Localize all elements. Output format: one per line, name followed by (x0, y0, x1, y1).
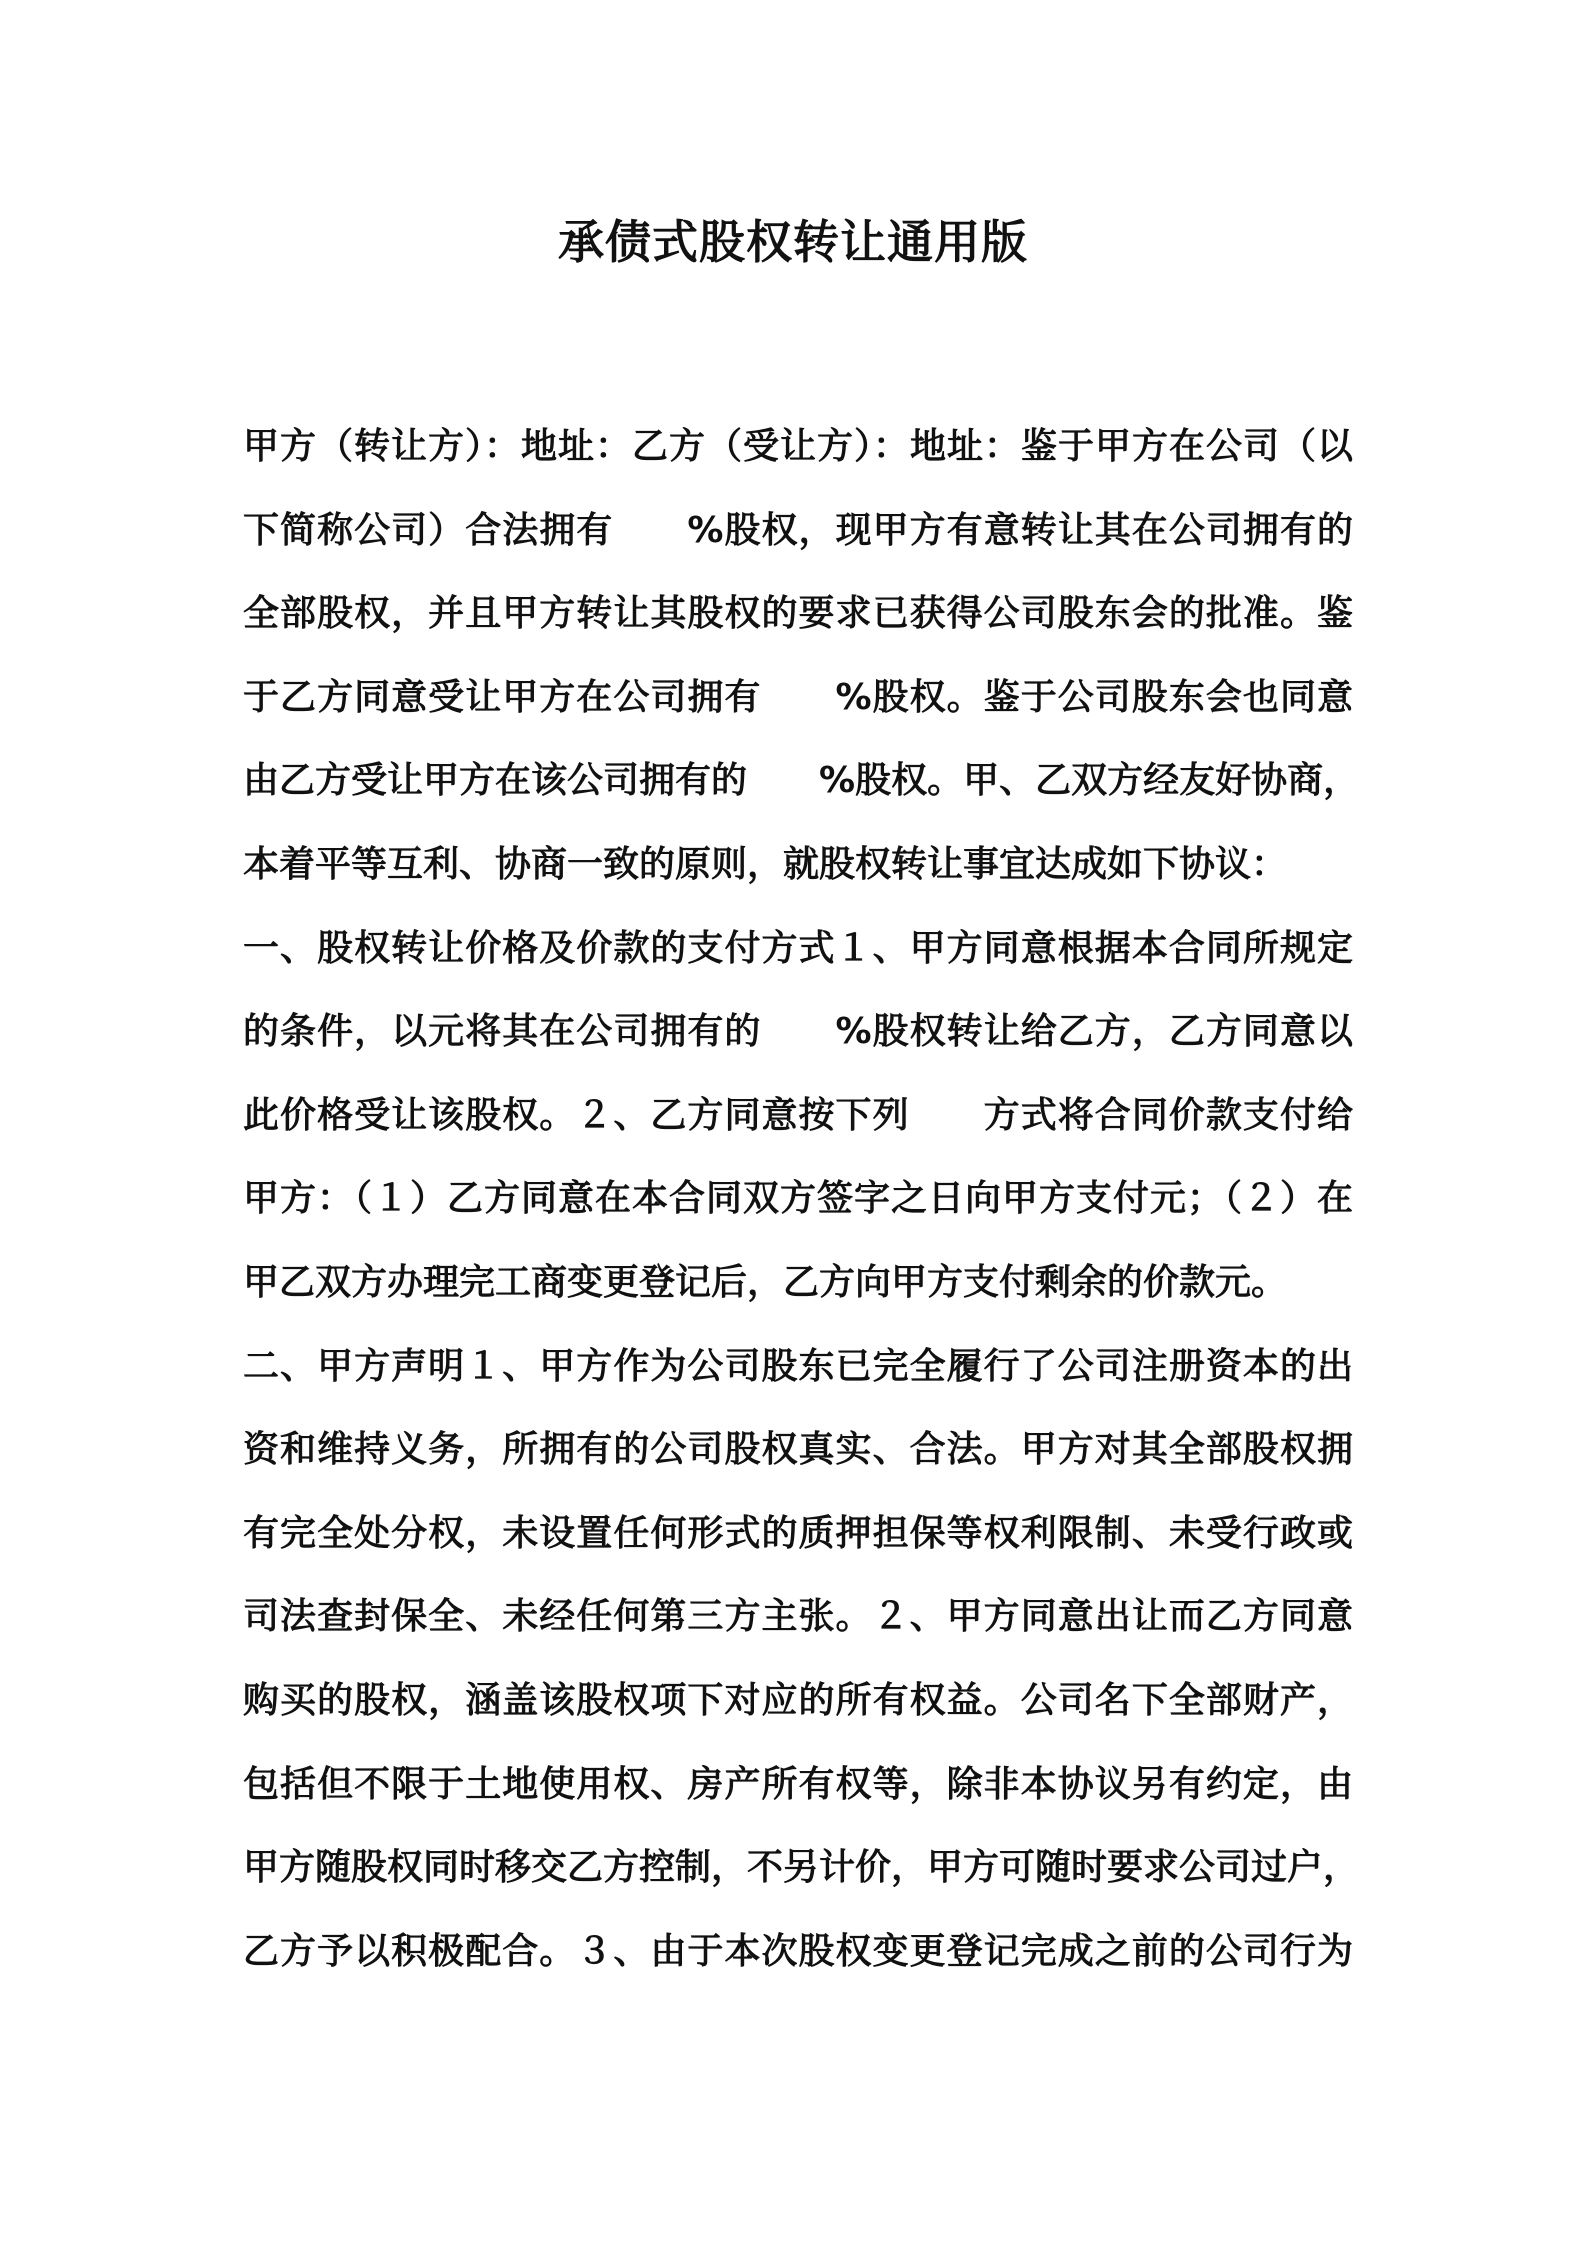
body-line: 有完全处分权，未设置任何形式的质押担保等权利限制、未受行政或 (243, 1512, 1353, 1554)
document-body (243, 405, 1360, 1993)
document-title: 承债式股权转让通用版 (558, 215, 1028, 269)
body-line: 甲乙双方办理完工商变更登记后，乙方向甲方支付剩余的价款元。 (243, 1261, 1288, 1303)
body-line: 本着平等互利、协商一致的原则，就股权转让事宜达成如下协议： (243, 843, 1288, 885)
body-line: 的条件，以元将其在公司拥有的 %股权转让给乙方，乙方同意以 (243, 1011, 1353, 1053)
body-line: 此价格受让该股权。２、乙方同意按下列 方式将合同价款支付给 (243, 1094, 1353, 1136)
body-line: 由乙方受让甲方在该公司拥有的 %股权。甲、乙双方经友好协商， (243, 760, 1360, 802)
body-line: 甲方（转让方）：地址：乙方（受让方）：地址：鉴于甲方在公司（以 (243, 426, 1353, 467)
body-line: 甲方：（１）乙方同意在本合同双方签字之日向甲方支付元；（２）在 (243, 1178, 1353, 1220)
body-line: 司法查封保全、未经任何第三方主张。２、甲方同意出让而乙方同意 (243, 1596, 1353, 1638)
body-line: 包括但不限于土地使用权、房产所有权等，除非本协议另有约定，由 (243, 1763, 1353, 1805)
body-line: 全部股权，并且甲方转让其股权的要求已获得公司股东会的批准。鉴 (243, 593, 1353, 635)
body-line: 下简称公司）合法拥有 %股权，现甲方有意转让其在公司拥有的 (243, 509, 1353, 551)
body-line: 资和维持义务，所拥有的公司股权真实、合法。甲方对其全部股权拥 (243, 1429, 1353, 1471)
body-line: 二、甲方声明１、甲方作为公司股东已完全履行了公司注册资本的出 (243, 1345, 1353, 1387)
body-line: 购买的股权，涵盖该股权项下对应的所有权益。公司名下全部财产， (243, 1679, 1353, 1721)
body-line: 甲方随股权同时移交乙方控制，不另计价，甲方可随时要求公司过户， (243, 1847, 1360, 1889)
body-line: 一、股权转让价格及价款的支付方式１、甲方同意根据本合同所规定 (243, 927, 1353, 969)
body-line: 乙方予以积极配合。３、由于本次股权变更登记完成之前的公司行为 (243, 1930, 1353, 1972)
body-line: 于乙方同意受让甲方在公司拥有 %股权。鉴于公司股东会也同意 (243, 676, 1353, 718)
